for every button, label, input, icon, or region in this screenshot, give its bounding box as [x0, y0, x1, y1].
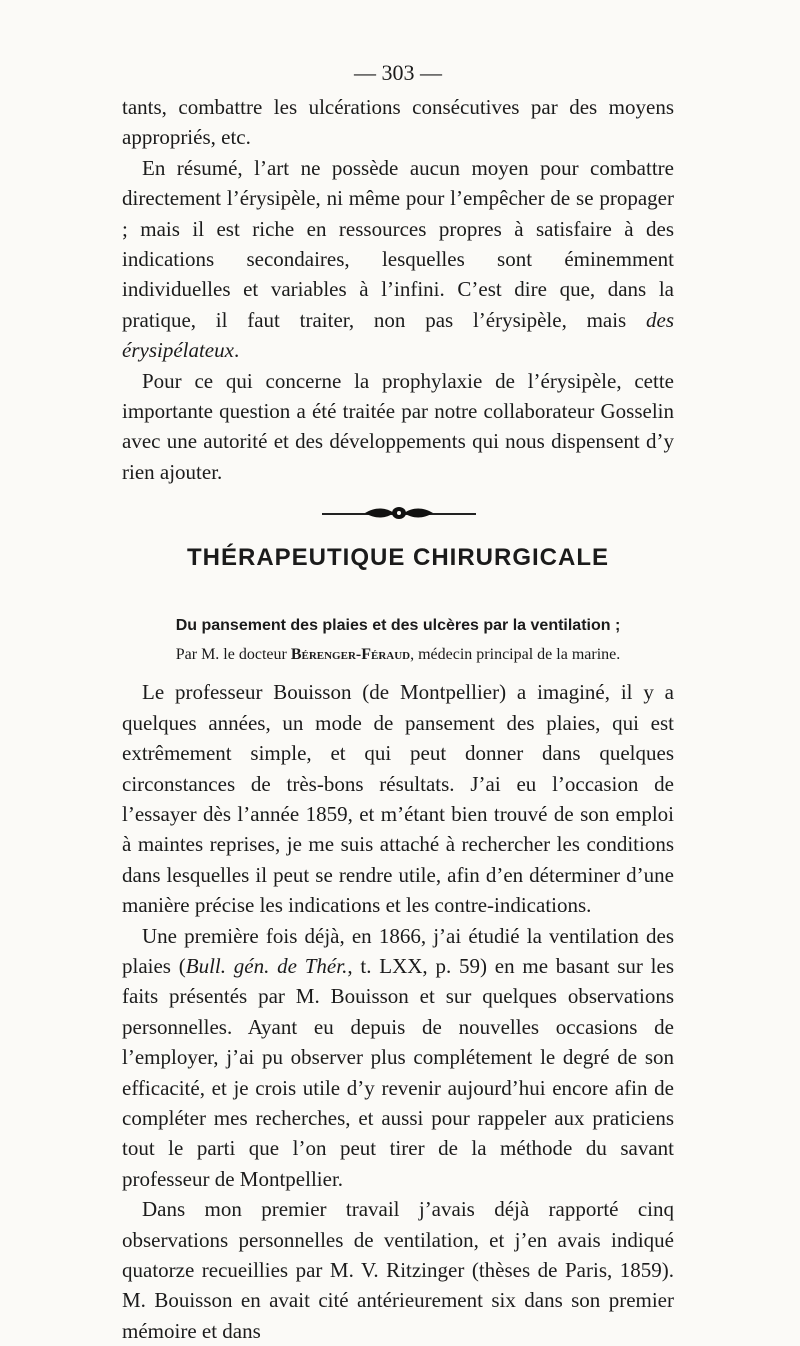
paragraph [122, 921, 674, 1195]
article-body [122, 677, 674, 1346]
previous-article-text [122, 92, 674, 487]
paragraph-text: . [233, 338, 240, 363]
paragraph-text: Dans mon premier travail j’avais déjà rapporté cinq observations personnelles de ventilation, et j’en avais indiqué quatorze recueillies par M. V. Ritzinger (thèses de Paris, 1859). M. Bouisson en avait cité antérieurement six dans son premier mémoire et dans [122, 1197, 674, 1343]
paragraph-text: Une première fois déjà, en 1866, j’ai étudié la ventilation des plaies ( [122, 923, 674, 978]
paragraph-text: tants, combattre les ulcérations consécutives par des moyens appropriés, etc. [122, 95, 674, 150]
author-name: Bérenger-Féraud [290, 646, 411, 664]
paragraph [122, 92, 674, 153]
page-number: — 303 — [354, 60, 442, 85]
paragraph-text: Pour ce qui concerne la prophylaxie de l’érysipèle, cette importante question a été traitée par notre collaborateur Gosselin avec une autorité et des développements qui nous dispensent d’y rien ajouter. [122, 368, 674, 484]
fleuron-icon [363, 504, 435, 522]
author-prefix: Par M. le docteur [175, 646, 291, 664]
author-suffix: , médecin principal de la marine. [410, 646, 621, 664]
italic-text: Bull. gén. de Thér. [185, 953, 348, 978]
paragraph-text: , t. LXX, p. 59) en me basant sur les faits présentés par M. Bouisson et sur quelques observations personnelles. Ayant eu depuis de nouvelles occasions de l’employer, j’ai pu observer plus complétement le degré de son efficacité, et je crois utile d’y revenir aujourd’hui encore afin de compléter mes recherches, et aussi pour rappeler aux praticiens tout le parti que l’on peut tirer de la méthode du savant professeur de Montpellier. [122, 953, 675, 1191]
paragraph [122, 677, 674, 920]
paragraph [122, 1194, 674, 1346]
paragraph [122, 366, 674, 488]
paragraph-text: Le professeur Bouisson (de Montpellier) a imaginé, il y a quelques années, un mode de pansement des plaies, qui est extrêmement simple, et qui peut donner dans quelques circonstances de très-bons résultats. J’ai eu l’occasion de l’essayer dès l’année 1859, et m’étant bien trouvé de son emploi à maintes reprises, je me suis attaché à rechercher les conditions dans lesquelles il peut se rendre utile, afin d’en déterminer d’une manière précise les indications et les contre-indications. [122, 680, 674, 918]
section-title: THÉRAPEUTIQUE CHIRURGICALE [186, 544, 609, 572]
section-divider-ornament [122, 497, 674, 531]
paragraph-text: En résumé, l’art ne possède aucun moyen pour combattre directement l’érysipèle, ni même pour l’empêcher de se propager ; mais il est riche en ressources propres à satisfaire à des indications secondaires, lesquelles sont éminemment individuelles et variables à l’infini. C’est dire que, dans la pratique, il faut traiter, non pas l’érysipèle, mais [122, 155, 674, 332]
italic-text: des érysipélateux [122, 307, 674, 363]
author-line [122, 645, 674, 665]
book-page [122, 58, 674, 1346]
article-title: Du pansement des plaies et des ulcères par la ventilation ; [175, 617, 621, 635]
paragraph [122, 153, 674, 366]
